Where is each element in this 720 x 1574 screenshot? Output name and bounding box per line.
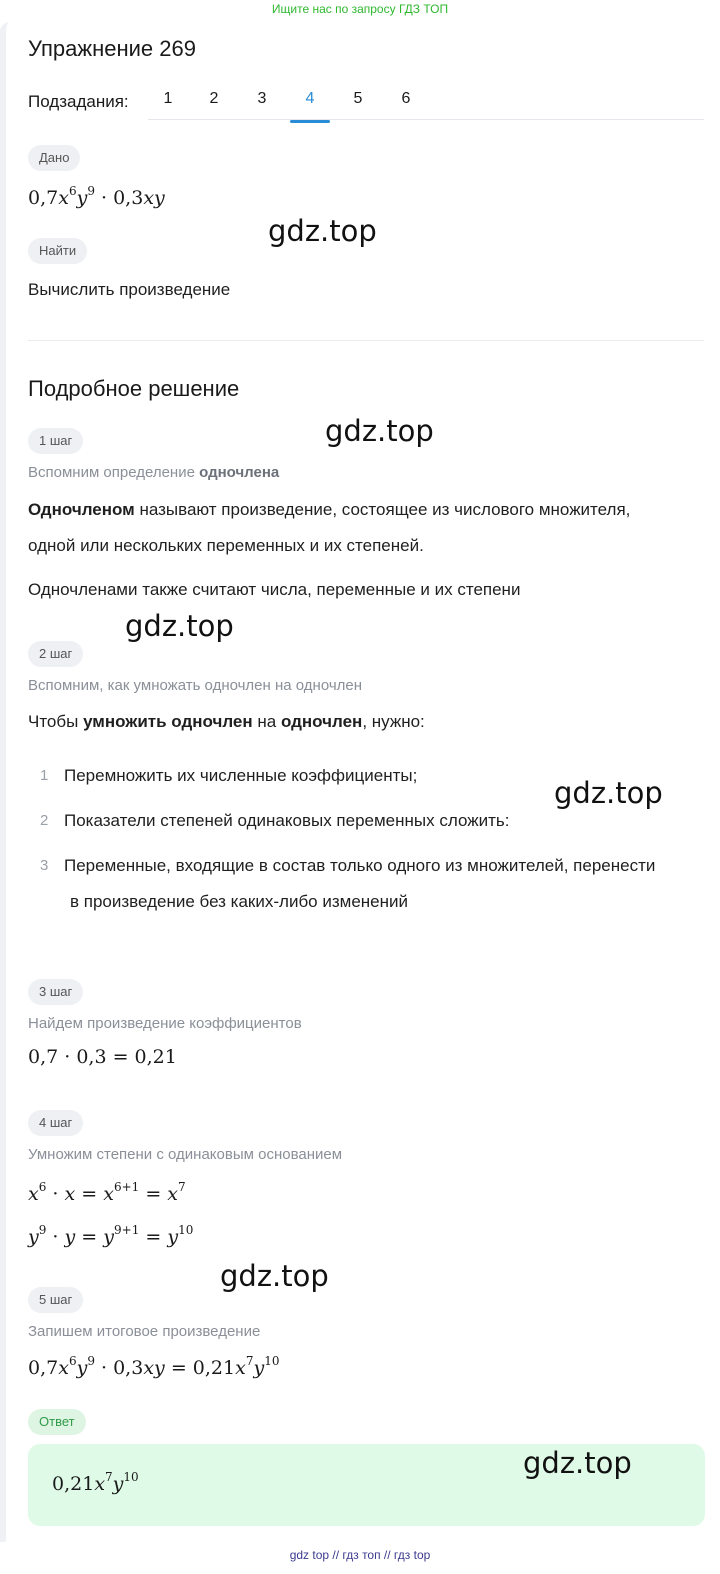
step-3-hint: Найдем произведение коэффициентов bbox=[28, 1015, 302, 1032]
step-2-hint: Вспомним, как умножать одночлен на одночлен bbox=[28, 677, 363, 694]
step-1-hint: Вспомним определение одночлена bbox=[28, 464, 280, 481]
given-expression: $0,7x^6y^9 \cdot 0,3xy$ bbox=[28, 184, 165, 209]
given-badge: Дано bbox=[28, 145, 80, 171]
step-4-badge: 4 шаг bbox=[28, 1110, 83, 1136]
footer-links[interactable]: gdz top // гдз топ // гдз top bbox=[289, 1548, 431, 1562]
watermark: gdz.top bbox=[220, 1259, 329, 1293]
tab-6[interactable]: 6 bbox=[401, 90, 411, 107]
tab-1[interactable]: 1 bbox=[163, 90, 173, 107]
step-1-extra: Одночленами также считают числа, переменные и их степени bbox=[28, 580, 521, 599]
step-5-badge: 5 шаг bbox=[28, 1287, 83, 1313]
step-1-definition: Одночленом называют произведение, состоящее из числового множителя, одной или нескольких переменных и их степеней. bbox=[28, 500, 631, 555]
find-text: Вычислить произведение bbox=[28, 280, 231, 299]
watermark: gdz.top bbox=[554, 776, 663, 810]
subtasks-label: Подзадания: bbox=[28, 92, 129, 111]
list-number: 3 bbox=[40, 857, 49, 874]
step-4-expression-x: $x^6 \cdot x = x^{6+1} = x^7$ bbox=[28, 1180, 186, 1205]
answer-badge: Ответ bbox=[28, 1409, 86, 1435]
watermark: gdz.top bbox=[268, 214, 377, 248]
section-divider bbox=[28, 340, 704, 341]
solution-heading: Подробное решение bbox=[28, 376, 240, 401]
watermark: gdz.top bbox=[325, 414, 434, 448]
answer-expression: $0,21x^7y^{10}$ bbox=[52, 1470, 139, 1495]
step-4-expression-y: $y^9 \cdot y = y^{9+1} = y^{10}$ bbox=[28, 1223, 194, 1248]
watermark: gdz.top bbox=[125, 609, 234, 643]
list-number: 2 bbox=[40, 812, 49, 829]
list-text: Переменные, входящие в состав только одного из множителей, перенести в произведение без каких-либо изменений bbox=[64, 856, 656, 911]
step-2-intro: Чтобы умножить одночлен на одночлен, нужно: bbox=[28, 712, 425, 731]
tab-4[interactable]: 4 bbox=[290, 90, 330, 120]
step-3-expression: 0,7 · 0,3 = 0,21 bbox=[28, 1046, 177, 1068]
step-3-badge: 3 шаг bbox=[28, 979, 83, 1005]
list-number: 1 bbox=[40, 767, 49, 784]
list-text: Перемножить их численные коэффициенты; bbox=[64, 766, 418, 785]
step-5-expression: $0,7x^6y^9 \cdot 0,3xy = 0,21x^7y^{10}$ bbox=[28, 1354, 280, 1379]
step-4-hint: Умножим степени с одинаковым основанием bbox=[28, 1146, 343, 1163]
step-5-hint: Запишем итоговое произведение bbox=[28, 1323, 261, 1340]
tab-5[interactable]: 5 bbox=[353, 90, 363, 107]
step-1-badge: 1 шаг bbox=[28, 428, 83, 454]
subtasks-nav bbox=[28, 86, 704, 122]
tab-3[interactable]: 3 bbox=[257, 90, 267, 107]
step-2-badge: 2 шаг bbox=[28, 641, 83, 667]
find-badge: Найти bbox=[28, 238, 87, 264]
tab-2[interactable]: 2 bbox=[209, 90, 219, 107]
page-title: Упражнение 269 bbox=[28, 36, 196, 61]
list-text: Показатели степеней одинаковых переменных сложить: bbox=[64, 811, 510, 830]
watermark: gdz.top bbox=[523, 1446, 632, 1480]
top-banner[interactable]: Ищите нас по запросу ГДЗ ТОП bbox=[271, 2, 449, 16]
